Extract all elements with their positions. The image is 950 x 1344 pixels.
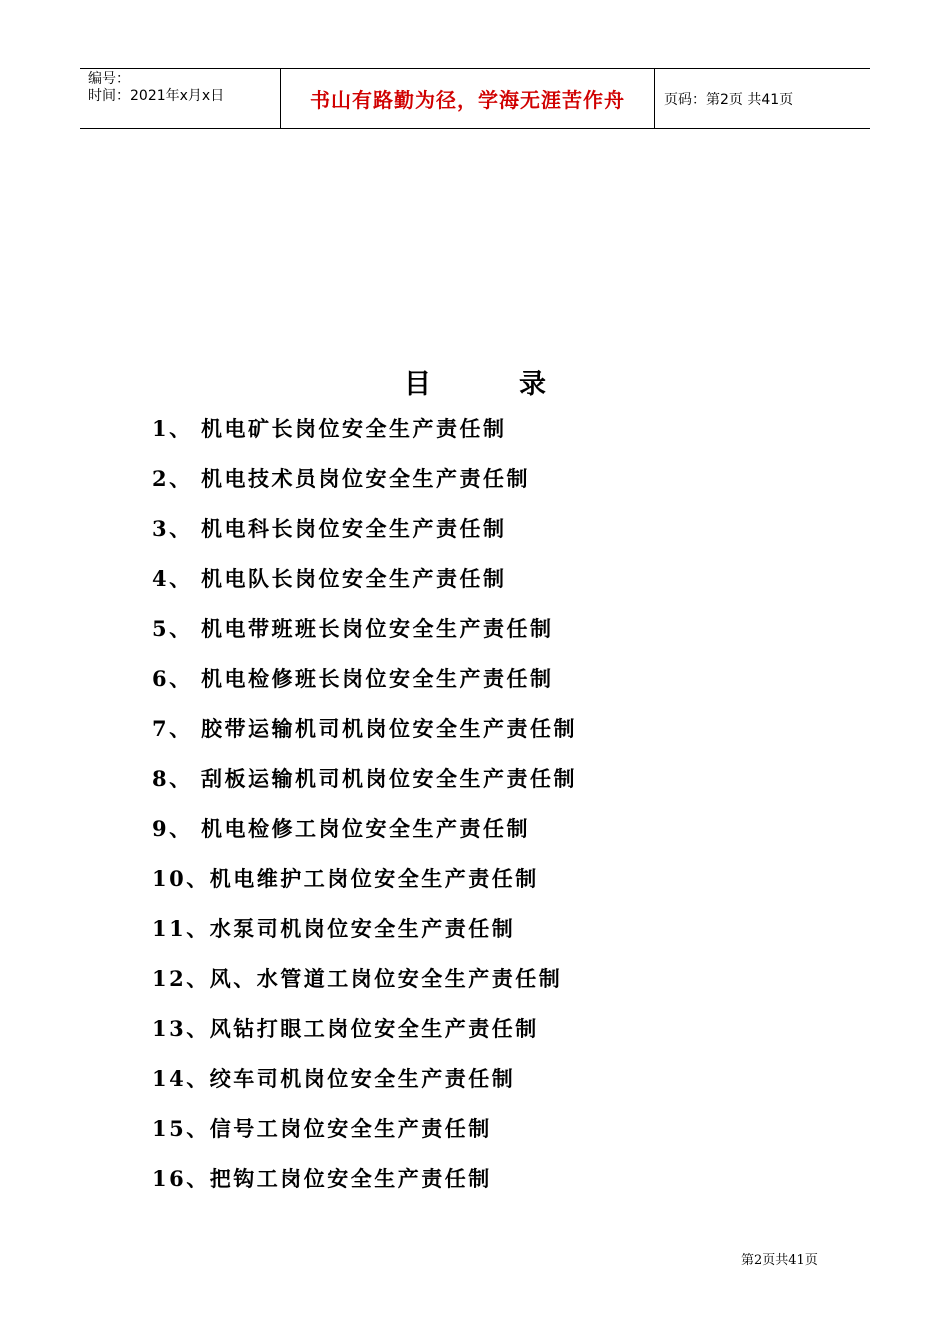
toc-item-number: 14、 xyxy=(152,1066,210,1091)
toc-item-text: 胶带运输机司机岗位安全生产责任制 xyxy=(201,716,577,741)
toc-item xyxy=(152,1010,577,1060)
toc-title: 目录 xyxy=(404,369,634,400)
header-motto-cell xyxy=(281,69,655,128)
toc-list xyxy=(152,410,577,1210)
toc-item-text: 绞车司机岗位安全生产责任制 xyxy=(209,1066,516,1091)
toc-item xyxy=(152,410,577,460)
toc-item-number: 11、 xyxy=(152,916,210,941)
toc-item-number: 1、 xyxy=(152,416,193,441)
toc-item-number: 8、 xyxy=(152,766,193,791)
toc-item xyxy=(152,510,577,560)
document-code-label: 编号： xyxy=(88,71,130,87)
toc-item xyxy=(152,560,577,610)
toc-item xyxy=(152,710,577,760)
toc-item xyxy=(152,1160,577,1210)
toc-item-text: 机电技术员岗位安全生产责任制 xyxy=(201,466,530,491)
header-motto: 书山有路勤为径，学海无涯苦作舟 xyxy=(310,88,625,112)
toc-item xyxy=(152,910,577,960)
toc-item-text: 机电检修班长岗位安全生产责任制 xyxy=(201,666,554,691)
toc-item xyxy=(152,860,577,910)
toc-item-number: 4、 xyxy=(152,566,193,591)
toc-item-number: 13、 xyxy=(152,1016,210,1041)
toc-item-number: 2、 xyxy=(152,466,193,491)
toc-item xyxy=(152,1060,577,1110)
document-date-label: 时间：2021年x月x日 xyxy=(88,88,225,104)
toc-item-text: 机电维护工岗位安全生产责任制 xyxy=(209,866,539,891)
toc-item-text: 风钻打眼工岗位安全生产责任制 xyxy=(209,1016,539,1041)
toc-item-text: 机电矿长岗位安全生产责任制 xyxy=(201,416,507,441)
header-page-cell xyxy=(655,69,870,128)
toc-item-text: 把钩工岗位安全生产责任制 xyxy=(209,1166,492,1191)
toc-item xyxy=(152,460,577,510)
footer-page-number: 第2页共41页 xyxy=(741,1253,818,1268)
toc-item-number: 5、 xyxy=(152,616,193,641)
toc-item-number: 9、 xyxy=(152,816,193,841)
toc-item-text: 机电检修工岗位安全生产责任制 xyxy=(201,816,530,841)
toc-item xyxy=(152,610,577,660)
toc-item xyxy=(152,960,577,1010)
toc-item-text: 机电队长岗位安全生产责任制 xyxy=(201,566,507,591)
toc-item-number: 3、 xyxy=(152,516,193,541)
toc-item-number: 10、 xyxy=(152,866,210,891)
toc-item xyxy=(152,660,577,710)
toc-item-text: 信号工岗位安全生产责任制 xyxy=(209,1116,492,1141)
toc-item-text: 机电科长岗位安全生产责任制 xyxy=(201,516,507,541)
toc-item-text: 刮板运输机司机岗位安全生产责任制 xyxy=(201,766,577,791)
toc-item-text: 风、水管道工岗位安全生产责任制 xyxy=(209,966,563,991)
toc-item xyxy=(152,760,577,810)
header-page-info: 页码：第2页 共41页 xyxy=(664,91,794,108)
toc-item-number: 16、 xyxy=(152,1166,210,1191)
header-meta-cell xyxy=(80,69,281,128)
toc-item xyxy=(152,810,577,860)
page-header xyxy=(80,68,870,129)
toc-item-number: 12、 xyxy=(152,966,210,991)
toc-item-text: 水泵司机岗位安全生产责任制 xyxy=(209,916,516,941)
toc-item-number: 7、 xyxy=(152,716,193,741)
toc-item-text: 机电带班班长岗位安全生产责任制 xyxy=(201,616,554,641)
toc-item xyxy=(152,1110,577,1160)
toc-item-number: 15、 xyxy=(152,1116,210,1141)
toc-item-number: 6、 xyxy=(152,666,193,691)
